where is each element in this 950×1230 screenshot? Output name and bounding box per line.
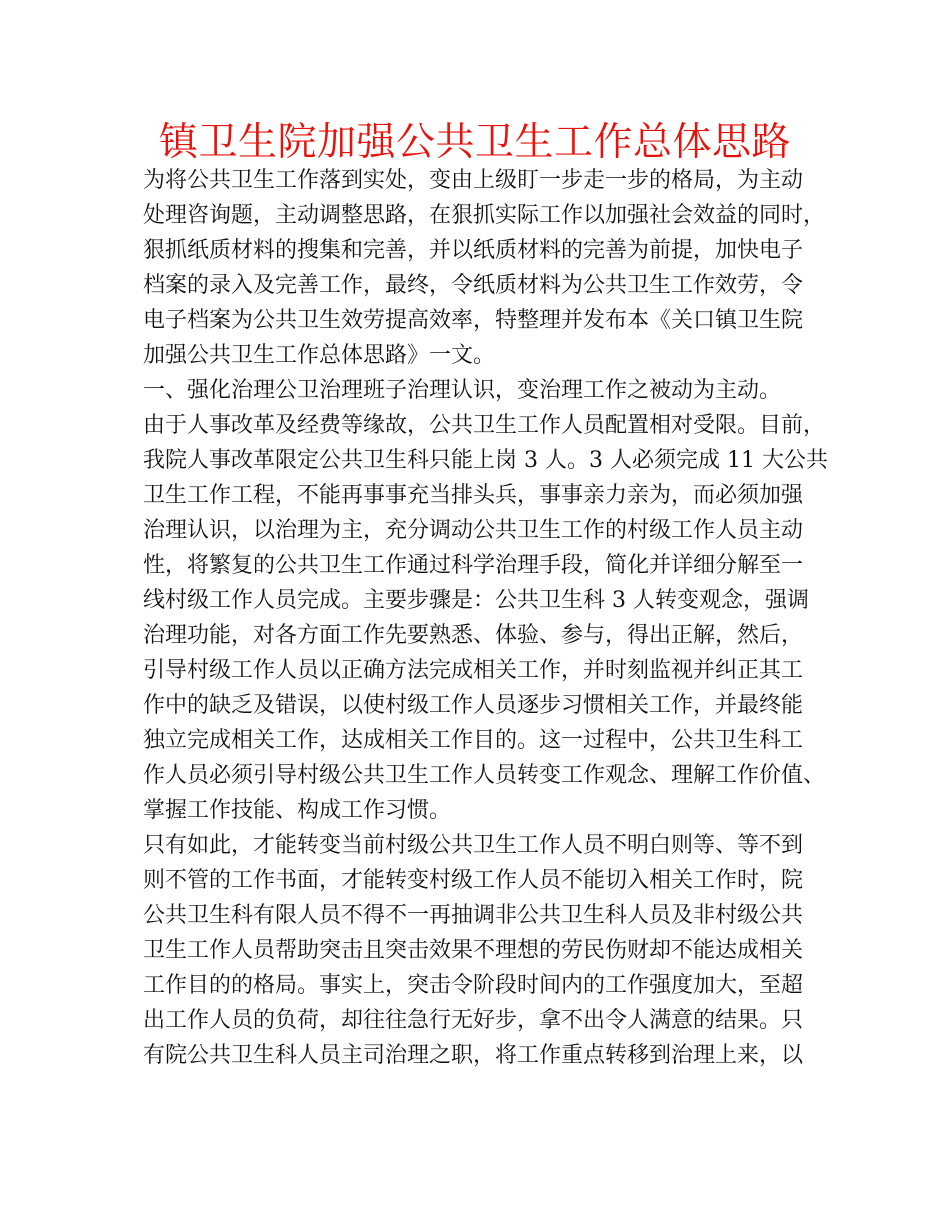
body-line: 性，将繁复的公共卫生工作通过科学治理手段，简化并详细分解至一 [143,553,804,578]
body-line: 出工作人员的负荷，却往往急行无好步，拿不出令人满意的结果。只 [143,1008,804,1033]
body-line: 独立完成相关工作，达成相关工作目的。这一过程中，公共卫生科工 [143,728,804,753]
body-line: 则不管的工作书面，才能转变村级工作人员不能切入相关工作时，院 [143,868,804,893]
body-line: 作中的缺乏及错误，以使村级工作人员逐步习惯相关工作，并最终能 [143,693,804,718]
body-line: 治理功能，对各方面工作先要熟悉、体验、参与，得出正解，然后， [143,623,804,648]
body-line: 作人员必须引导村级公共卫生工作人员转变工作观念、理解工作价值、 [143,763,826,788]
body-line: 狠抓纸质材料的搜集和完善，并以纸质材料的完善为前提，加快电子 [143,238,804,263]
body-line: 我院人事改革限定公共卫生科只能上岗 3 人。3 人必须完成 11 大公共 [143,448,828,473]
body-line: 为将公共卫生工作落到实处，变由上级盯一步走一步的格局，为主动 [143,168,804,193]
body-line: 工作目的的格局。事实上，突击令阶段时间内的工作强度加大，至超 [143,973,804,998]
body-line: 电子档案为公共卫生效劳提高效率，特整理并发布本《关口镇卫生院 [143,308,804,333]
body-line: 处理咨询题，主动调整思路，在狠抓实际工作以加强社会效益的同时， [143,203,826,228]
body-line: 卫生工作人员帮助突击且突击效果不理想的劳民伤财却不能达成相关 [143,938,804,963]
body-line: 卫生工作工程，不能再事事充当排头兵，事事亲力亲为，而必须加强 [143,483,804,508]
body-line: 由于人事改革及经费等缘故，公共卫生工作人员配置相对受限。目前， [143,413,826,438]
body-line: 公共卫生科有限人员不得不一再抽调非公共卫生科人员及非村级公共 [143,903,804,928]
body-line: 有院公共卫生科人员主司治理之职，将工作重点转移到治理上来，以 [143,1043,804,1068]
body-line: 只有如此，才能转变当前村级公共卫生工作人员不明白则等、等不到 [143,833,804,858]
body-line: 掌握工作技能、构成工作习惯。 [143,798,452,823]
body-line: 线村级工作人员完成。主要步骤是：公共卫生科 3 人转变观念，强调 [143,588,809,613]
body-line: 档案的录入及完善工作，最终，令纸质材料为公共卫生工作效劳，令 [143,273,804,298]
body-line: 引导村级工作人员以正确方法完成相关工作，并时刻监视并纠正其工 [143,658,804,683]
document-title: 镇卫生院加强公共卫生工作总体思路 [158,120,791,165]
body-line: 加强公共卫生工作总体思路》一文。 [143,343,496,368]
body-line: 治理认识，以治理为主，充分调动公共卫生工作的村级工作人员主动 [143,518,804,543]
section-heading: 一、强化治理公卫治理班子治理认识，变治理工作之被动为主动。 [143,378,782,403]
